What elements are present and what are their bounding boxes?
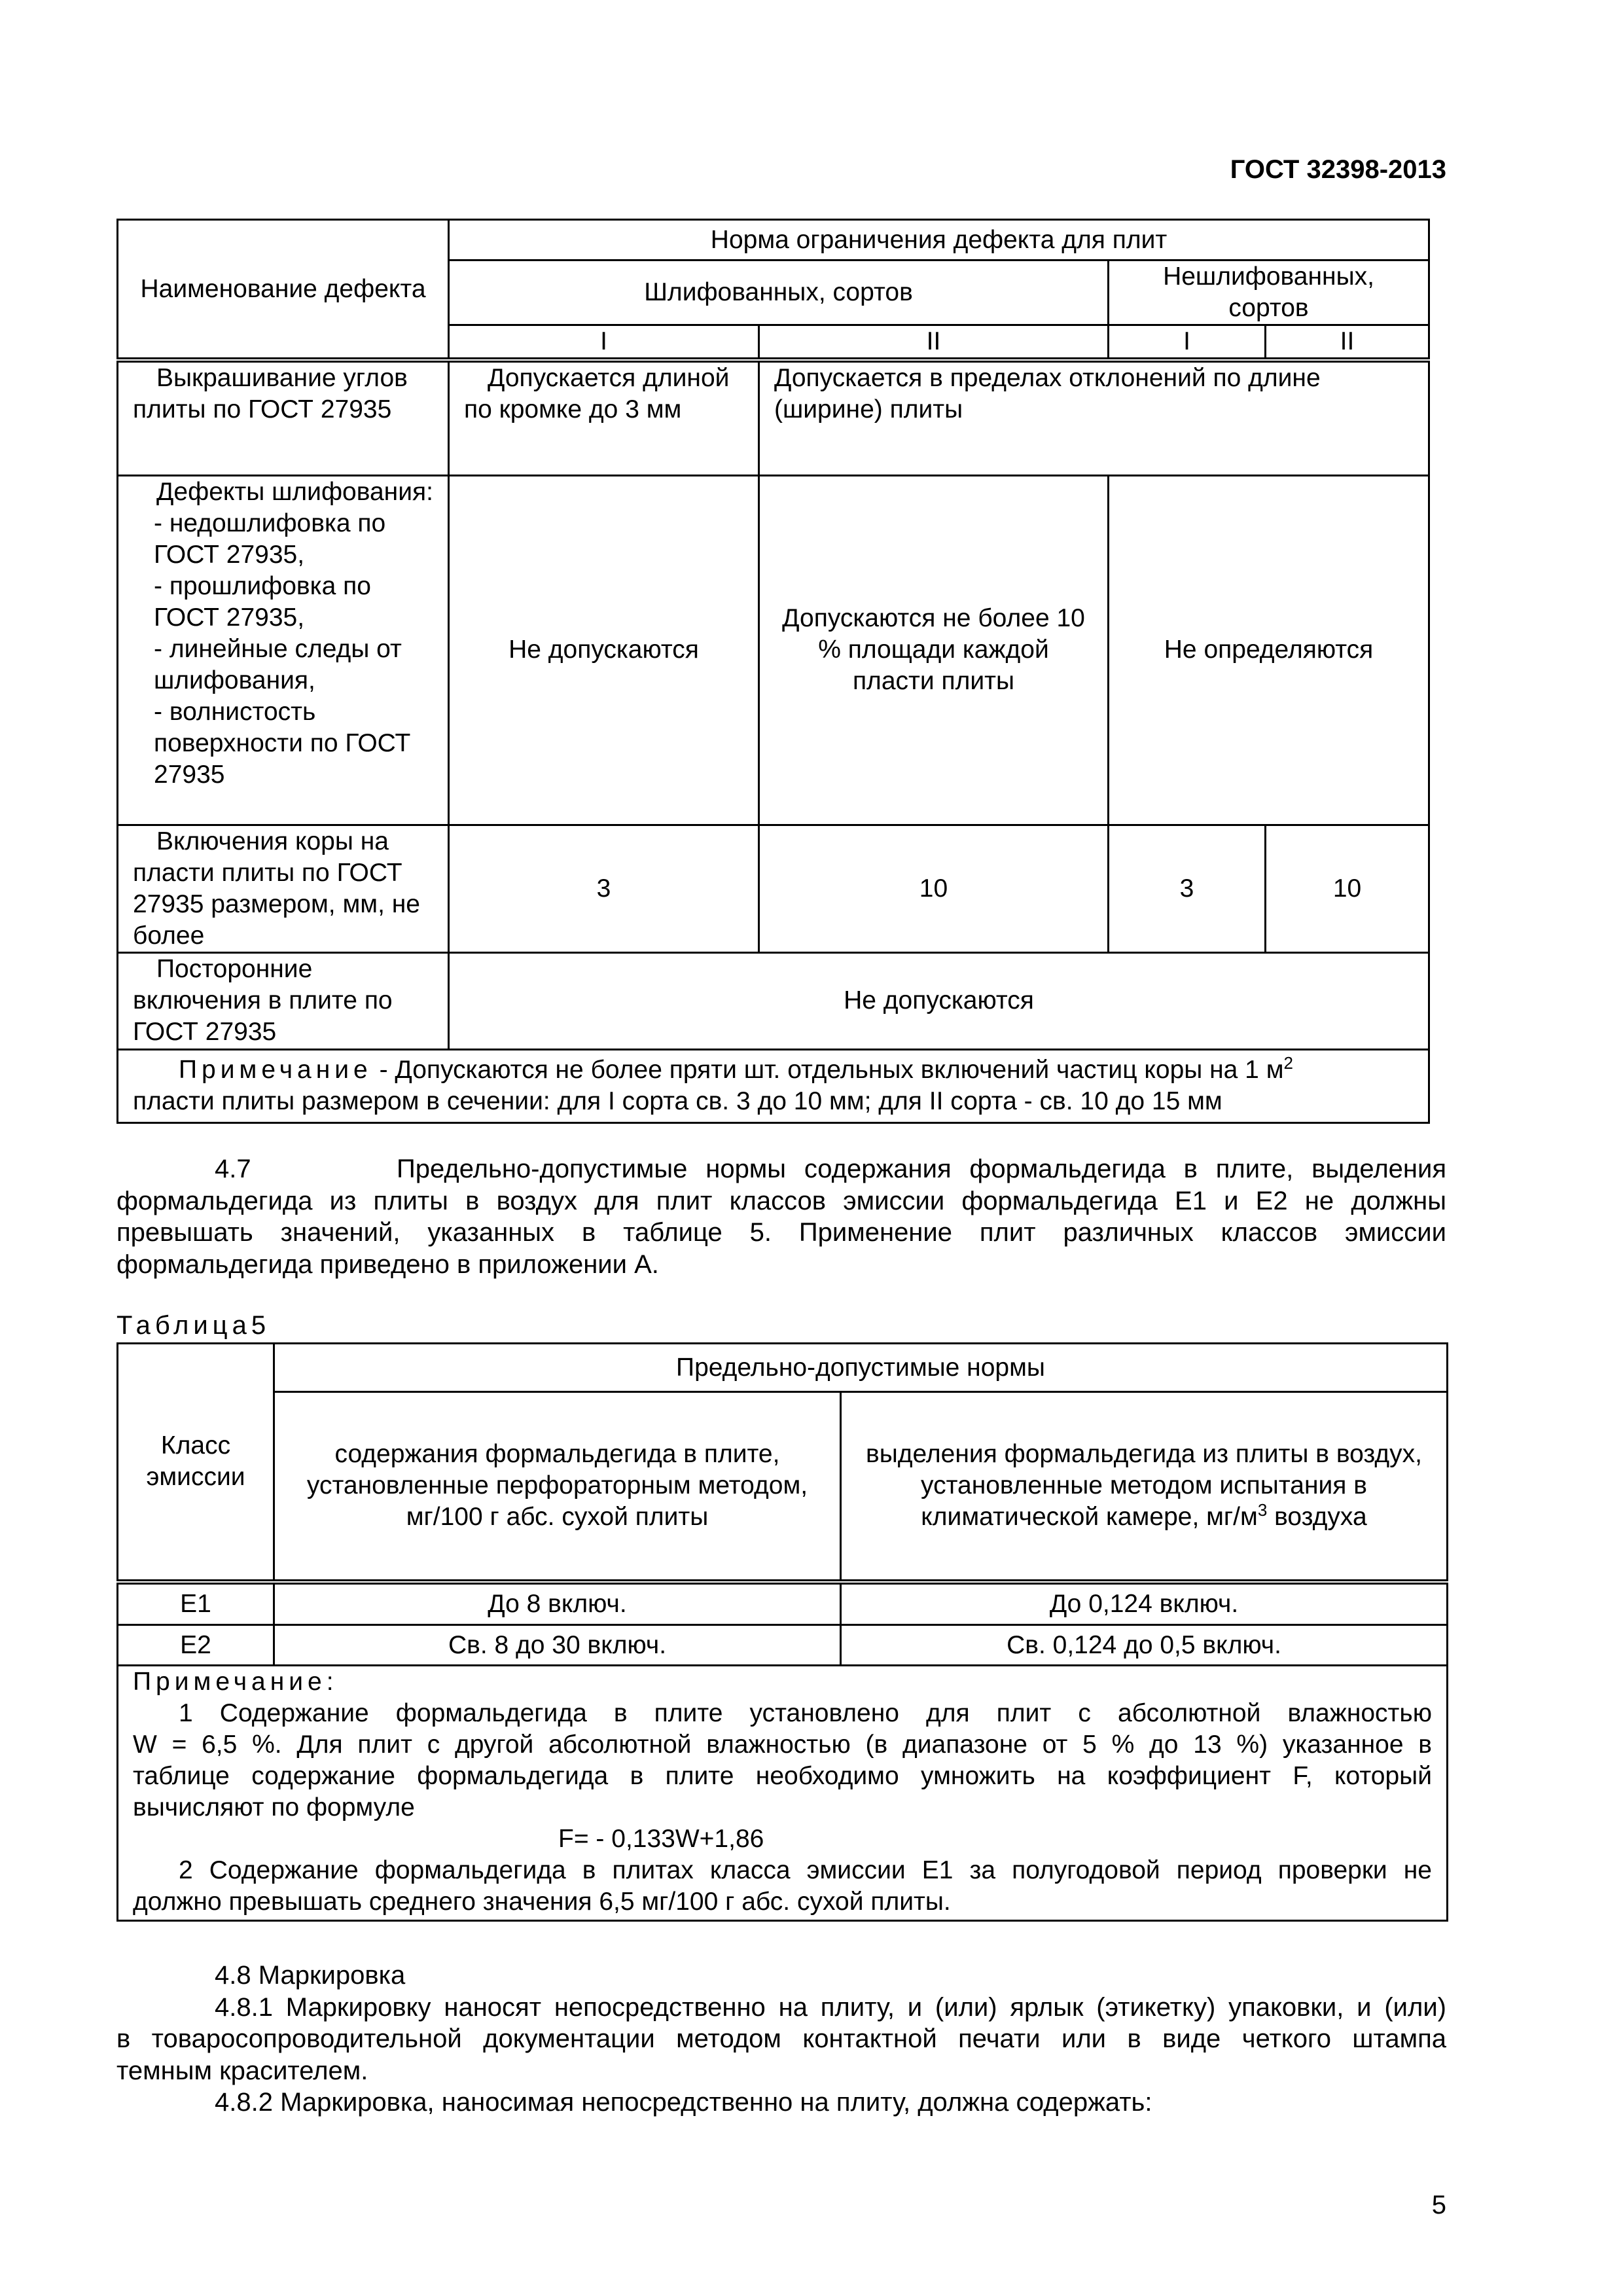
table-row [118, 360, 1429, 475]
header-unsanded: Нешлифованных, сортов [1109, 260, 1429, 325]
table-note [118, 1666, 1448, 1921]
list-item: - волнистость поверхности по ГОСТ 27935 [154, 697, 411, 789]
table-row [118, 1582, 1448, 1625]
cell-value: Не допускаются [449, 475, 759, 825]
paragraph-4-7 [116, 1153, 1446, 1280]
header-content: содержания формальдегида в плите, установленные перфораторным методом, мг/100 г абс. сухой плиты [274, 1392, 841, 1582]
cell-value: Не определяются [1109, 475, 1429, 825]
content-value: Св. 8 до 30 включ. [274, 1625, 841, 1666]
note-superscript: 2 [1283, 1053, 1293, 1073]
paragraph-text: в товаросопроводительной документации методом контактной печати или в виде четкого штампа [116, 2024, 1446, 2053]
header-emission-tail: воздуха [1267, 1503, 1367, 1532]
cell-value: Допускается в пределах отклонений по длине (ширине) плиты [759, 360, 1429, 475]
defect-name: Посторонние включения в плите по ГОСТ 27935 [118, 952, 449, 1049]
table-row [118, 825, 1429, 952]
header-emission-text: выделения формальдегида из плиты в воздух, установленные методом испытания в климатической камере, мг/м [865, 1440, 1422, 1532]
note-text: - Допускаются не более пряти шт. отдельных включений частиц коры на 1 м [379, 1056, 1284, 1084]
header-grade-1: I [1109, 325, 1266, 361]
list-item: - прошлифовка по ГОСТ 27935, [154, 571, 371, 632]
document-code: ГОСТ 32398-2013 [1230, 155, 1446, 184]
table-caption [116, 1308, 266, 1343]
paragraph-text: Предельно-допустимые нормы содержания формальдегида в плите, выделения формальдегида из плиты в воздух для плит классов эмиссии формальдегида Е1 и Е2 не должны превышать значений, указанных в таблице 5. Применение плит различных классов эмиссии формальдегида приведено в приложении А. [116, 1155, 1447, 1279]
table-row [118, 1625, 1448, 1666]
defects-table [116, 219, 1430, 1124]
header-class: Класс эмиссии [118, 1344, 274, 1582]
note-text: W = 6,5 %. Для плит с другой абсолютной влажностью (в диапазоне от 5 % до 13 %) указанное в [133, 1731, 1432, 1759]
note-text: пласти плиты размером в сечении: для I сорта св. 3 до 10 мм; для II сорта - св. 10 до 15 мм [133, 1087, 1222, 1115]
list-item: - недошлифовка по ГОСТ 27935, [154, 509, 386, 569]
section-title: 4.8 Маркировка [215, 1961, 406, 1990]
paragraph-text: темным красителем. [116, 2056, 368, 2085]
defect-name [118, 475, 449, 825]
note-label: Примечание [179, 1056, 372, 1084]
emission-value: Св. 0,124 до 0,5 включ. [841, 1625, 1448, 1666]
cell-value: 10 [1266, 825, 1429, 952]
header-emission [841, 1392, 1448, 1582]
note-text: должно превышать среднего значения 6,5 мг/100 г абс. сухой плиты. [133, 1888, 951, 1916]
defect-name: Включения коры на пласти плиты по ГОСТ 27935 размером, мм, не более [118, 825, 449, 952]
cell-value: Не допускаются [449, 952, 1429, 1049]
header-grade-1: I [449, 325, 759, 361]
caption-label: Таблица [116, 1311, 251, 1340]
emission-class: Е1 [118, 1582, 274, 1625]
formula: F= - 0,133W+1,86 [558, 1825, 764, 1853]
header-norms: Предельно-допустимые нормы [274, 1344, 1448, 1392]
paragraph-text: 4.8.1 Маркировку наносят непосредственно на плиту, и (или) ярлык (этикетку) упаковки, и (или) [215, 1992, 1446, 2022]
list-item: - линейные следы от шлифования, [154, 634, 402, 694]
header-defect-name: Наименование дефекта [118, 220, 449, 361]
emission-class: Е2 [118, 1625, 274, 1666]
cell-value: 3 [1109, 825, 1266, 952]
header-emission-superscript: 3 [1257, 1500, 1268, 1520]
defect-name: Выкрашивание углов плиты по ГОСТ 27935 [118, 360, 449, 475]
note-text: таблице содержание формальдегида в плите необходимо умножить на коэффициент F, который [133, 1762, 1432, 1790]
header-norm: Норма ограничения дефекта для плит [449, 220, 1429, 260]
cell-value: 3 [449, 825, 759, 952]
table-note [118, 1049, 1429, 1122]
note-text: 2 Содержание формальдегида в плитах класса эмиссии Е1 за полугодовой период проверки не [179, 1856, 1432, 1884]
header-grade-2: II [1266, 325, 1429, 361]
caption-number: 5 [251, 1311, 266, 1340]
table-note-row [118, 1666, 1448, 1921]
paragraph-number: 4.7 [215, 1155, 251, 1183]
note-text: 1 Содержание формальдегида в плите установлено для плит с абсолютной влажностью [179, 1699, 1432, 1727]
emission-value: До 0,124 включ. [841, 1582, 1448, 1625]
emission-table [116, 1342, 1448, 1922]
page-number: 5 [1431, 2191, 1446, 2219]
section-4-8 [116, 1960, 1446, 2119]
table-note-row [118, 1049, 1429, 1122]
header-sanded: Шлифованных, сортов [449, 260, 1109, 325]
cell-value: Допускаются не более 10 % площади каждой пласти плиты [759, 475, 1109, 825]
table-row [118, 475, 1429, 825]
header-grade-2: II [759, 325, 1109, 361]
cell-value: Допускается длиной по кромке до 3 мм [449, 360, 759, 475]
note-label: Примечание: [133, 1668, 338, 1696]
table-row [118, 952, 1429, 1049]
content-value: До 8 включ. [274, 1582, 841, 1625]
defect-title: Дефекты шлифования: [156, 477, 433, 506]
paragraph-text: 4.8.2 Маркировка, наносимая непосредственно на плиту, должна содержать: [215, 2088, 1152, 2117]
note-text: вычисляют по формуле [133, 1793, 415, 1821]
cell-value: 10 [759, 825, 1109, 952]
